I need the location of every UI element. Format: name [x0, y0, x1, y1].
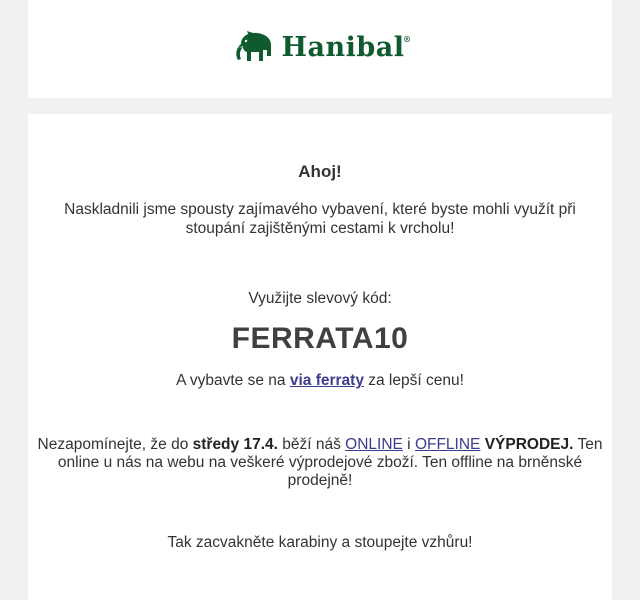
sale-label: VÝPRODEJ.: [484, 436, 574, 453]
closing-text: Tak zacvakněte karabiny a stoupejte vzhůru!: [167, 534, 473, 551]
via-ferraty-link[interactable]: via ferraty: [289, 372, 364, 389]
elephant-icon: [235, 30, 275, 64]
email-header: [28, 0, 612, 98]
email-container: [28, 0, 612, 600]
intro-text: Naskladnili jsme spousty zajímavého vybavení, které byste mohli využít při stoupání zajištěnými cestami k vrcholu!: [64, 201, 576, 237]
greeting: Ahoj!: [298, 162, 342, 181]
brand-logo[interactable]: [235, 30, 412, 64]
section-gap: [28, 98, 612, 114]
online-sale-link[interactable]: ONLINE: [345, 436, 403, 453]
discount-code-lead: Využijte slevový kód:: [248, 290, 392, 307]
offline-sale-link[interactable]: OFFLINE: [414, 436, 481, 453]
cta-text: A vybavte se na via ferraty za lepší cenu!: [176, 372, 464, 389]
email-body: [28, 114, 612, 600]
sale-reminder: Nezapomínejte, že do středy 17.4. běží náš ONLINE i OFFLINE VÝPRODEJ. Ten online u nás na webu na veškeré výprodejové zboží. Ten offline na brněnské prodejně!: [37, 436, 603, 489]
discount-code: FERRATA10: [231, 322, 409, 355]
sale-date: středy 17.4.: [192, 436, 278, 453]
brand-name: Hanibal ®: [281, 31, 412, 63]
